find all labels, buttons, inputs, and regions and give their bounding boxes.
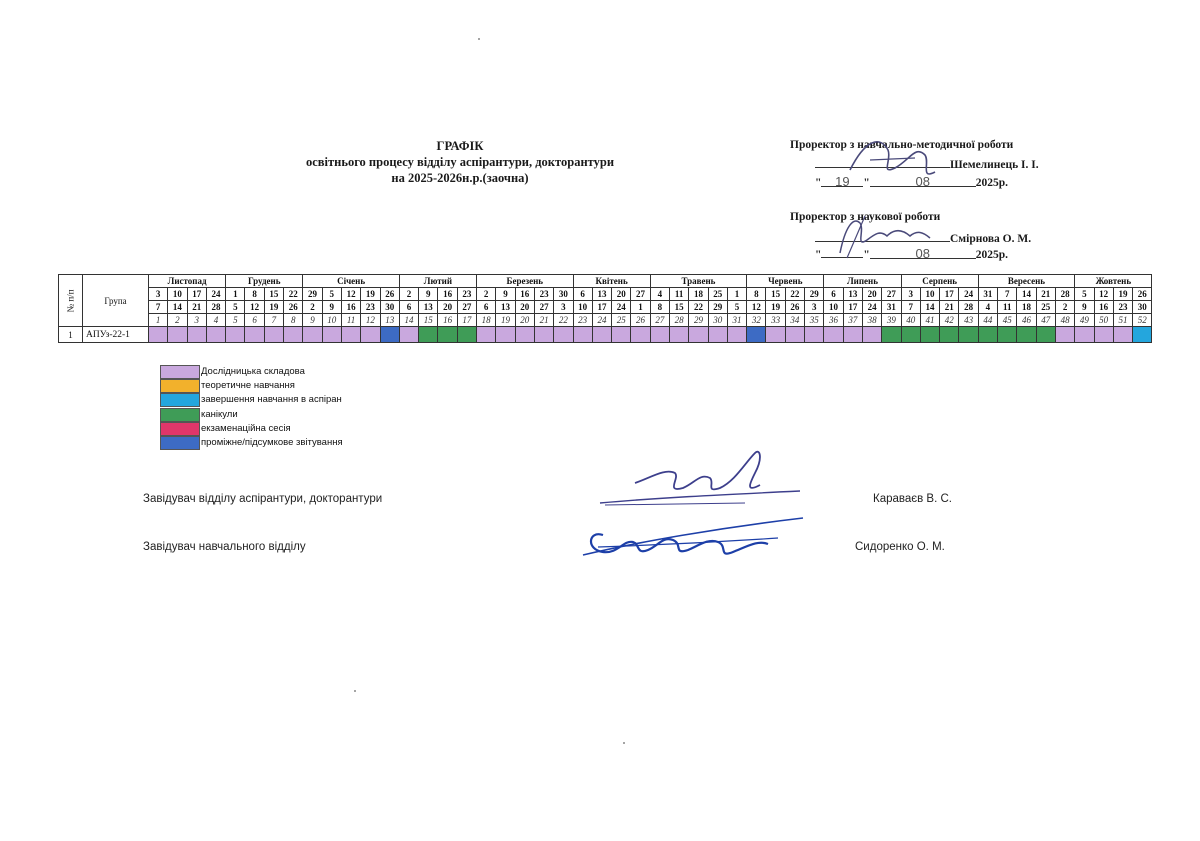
- week-cell-research: [226, 327, 245, 343]
- week-cell-research: [341, 327, 360, 343]
- week-start-day: 5: [322, 288, 341, 301]
- week-end-day: 19: [766, 301, 785, 314]
- week-start-day: 27: [631, 288, 650, 301]
- week-cell-research: [766, 327, 785, 343]
- week-cell-research: [805, 327, 824, 343]
- week-number: 13: [380, 314, 399, 327]
- week-number: 5: [226, 314, 245, 327]
- week-start-day: 24: [959, 288, 978, 301]
- week-start-day: 7: [998, 288, 1017, 301]
- week-number: 51: [1113, 314, 1132, 327]
- week-number: 14: [399, 314, 418, 327]
- week-end-day: 20: [515, 301, 534, 314]
- week-number: 39: [882, 314, 901, 327]
- approval-name: Шемелинець І. І.: [950, 159, 1039, 171]
- week-cell-holiday: [419, 327, 438, 343]
- week-end-day: 6: [477, 301, 496, 314]
- week-cell-completion: [1133, 327, 1152, 343]
- week-end-day: 17: [592, 301, 611, 314]
- week-number: 8: [284, 314, 303, 327]
- week-number: 34: [785, 314, 804, 327]
- week-number: 47: [1036, 314, 1055, 327]
- week-end-day: 2: [303, 301, 322, 314]
- week-cell-research: [554, 327, 573, 343]
- document-title: [250, 138, 670, 186]
- week-number: 18: [477, 314, 496, 327]
- week-number: 27: [650, 314, 669, 327]
- legend-swatch: [160, 436, 200, 450]
- approval-name: Смірнова О. М.: [950, 233, 1032, 245]
- week-start-day: 24: [206, 288, 225, 301]
- approval-date: " 19 " 08 2025р.: [815, 174, 1009, 189]
- week-start-day: 14: [1017, 288, 1036, 301]
- week-start-day: 6: [573, 288, 592, 301]
- week-number: 31: [727, 314, 746, 327]
- signatory-position: Завідувач навчального відділу: [143, 541, 306, 553]
- week-start-day: 12: [341, 288, 360, 301]
- week-end-day: 28: [206, 301, 225, 314]
- legend-label: екзаменаційна сесія: [201, 422, 291, 434]
- week-number: 36: [824, 314, 843, 327]
- week-end-day: 16: [341, 301, 360, 314]
- week-number: 6: [245, 314, 264, 327]
- week-cell-research: [1075, 327, 1094, 343]
- week-end-day: 18: [1017, 301, 1036, 314]
- week-end-day: 21: [940, 301, 959, 314]
- week-start-day: 23: [457, 288, 476, 301]
- week-number: 16: [438, 314, 457, 327]
- week-number: 11: [341, 314, 360, 327]
- week-start-day: 9: [496, 288, 515, 301]
- week-end-day: 2: [1055, 301, 1074, 314]
- week-end-day: 13: [419, 301, 438, 314]
- week-end-day: 12: [245, 301, 264, 314]
- signatory-name: Караваєв В. С.: [873, 493, 952, 505]
- month-header: Січень: [303, 275, 399, 288]
- week-end-day: 5: [727, 301, 746, 314]
- legend-swatch: [160, 393, 200, 407]
- week-cell-research: [708, 327, 727, 343]
- week-end-day: 5: [226, 301, 245, 314]
- week-end-day: 3: [805, 301, 824, 314]
- week-start-day: 20: [612, 288, 631, 301]
- table-row: [59, 327, 1152, 343]
- week-start-day: 1: [226, 288, 245, 301]
- week-number: 35: [805, 314, 824, 327]
- scan-speck: [354, 690, 356, 692]
- week-number: 19: [496, 314, 515, 327]
- week-start-day: 3: [148, 288, 167, 301]
- week-start-day: 6: [824, 288, 843, 301]
- week-cell-holiday: [1017, 327, 1036, 343]
- row-index: 1: [59, 327, 83, 343]
- week-cell-research: [1113, 327, 1132, 343]
- week-start-day: 12: [1094, 288, 1113, 301]
- week-end-day: 27: [534, 301, 553, 314]
- approval-signature-1: [840, 130, 950, 190]
- week-end-day: 10: [573, 301, 592, 314]
- week-cell-research: [631, 327, 650, 343]
- approval-date-month: 08: [870, 174, 976, 187]
- week-start-day: 2: [399, 288, 418, 301]
- index-header-label: № п/п: [65, 289, 76, 312]
- week-cell-research: [573, 327, 592, 343]
- week-start-day: 23: [534, 288, 553, 301]
- week-number: 45: [998, 314, 1017, 327]
- week-cell-holiday: [901, 327, 920, 343]
- legend-swatch: [160, 408, 200, 422]
- week-start-day: 22: [284, 288, 303, 301]
- week-cell-research: [843, 327, 862, 343]
- week-end-day: 23: [361, 301, 380, 314]
- week-cell-research: [264, 327, 283, 343]
- week-end-day: 19: [264, 301, 283, 314]
- week-number: 3: [187, 314, 206, 327]
- week-cell-research: [477, 327, 496, 343]
- week-cell-research: [245, 327, 264, 343]
- approval-year: 2025р.: [975, 177, 1009, 189]
- week-cell-holiday: [959, 327, 978, 343]
- week-end-day: 1: [631, 301, 650, 314]
- week-number: 46: [1017, 314, 1036, 327]
- week-end-day: 26: [785, 301, 804, 314]
- month-header: Квітень: [573, 275, 650, 288]
- week-cell-holiday: [940, 327, 959, 343]
- legend-label: Дослідницька складова: [201, 366, 305, 377]
- week-start-day: 10: [168, 288, 187, 301]
- week-cell-research: [206, 327, 225, 343]
- week-cell-research: [496, 327, 515, 343]
- month-header: Серпень: [901, 275, 978, 288]
- week-cell-research: [670, 327, 689, 343]
- week-end-day: 4: [978, 301, 997, 314]
- week-cell-research: [824, 327, 843, 343]
- week-start-day: 28: [1055, 288, 1074, 301]
- week-cell-research: [534, 327, 553, 343]
- week-end-day: 14: [168, 301, 187, 314]
- week-end-day: 24: [862, 301, 881, 314]
- legend-label: теоретичне навчання: [201, 380, 295, 392]
- scan-speck: [478, 38, 480, 40]
- month-header: Липень: [824, 275, 901, 288]
- legend-swatch: [160, 379, 200, 393]
- week-start-day: 17: [940, 288, 959, 301]
- week-start-day: 8: [747, 288, 766, 301]
- month-header: Березень: [477, 275, 573, 288]
- week-start-day: 29: [805, 288, 824, 301]
- handwritten-signature-2: [578, 500, 808, 570]
- title-line-1: ГРАФІК: [436, 139, 484, 153]
- week-start-day: 16: [438, 288, 457, 301]
- week-cell-research: [187, 327, 206, 343]
- week-end-day: 6: [399, 301, 418, 314]
- month-header: Лютий: [399, 275, 476, 288]
- approval-date-day: 19: [821, 174, 863, 187]
- title-line-3: на 2025-2026н.р.(заочна): [391, 171, 529, 185]
- month-header: Червень: [747, 275, 824, 288]
- week-cell-research: [303, 327, 322, 343]
- week-cell-research: [689, 327, 708, 343]
- week-start-day: 11: [670, 288, 689, 301]
- week-end-day: 20: [438, 301, 457, 314]
- week-number: 38: [862, 314, 881, 327]
- week-number: 37: [843, 314, 862, 327]
- week-number: 33: [766, 314, 785, 327]
- week-start-day: 22: [785, 288, 804, 301]
- week-number: 25: [612, 314, 631, 327]
- week-cell-holiday: [457, 327, 476, 343]
- week-number: 43: [959, 314, 978, 327]
- week-end-day: 11: [998, 301, 1017, 314]
- week-start-day: 26: [380, 288, 399, 301]
- week-start-day: 31: [978, 288, 997, 301]
- index-header: [59, 275, 83, 327]
- week-number: 21: [534, 314, 553, 327]
- week-start-day: 15: [264, 288, 283, 301]
- week-cell-research: [361, 327, 380, 343]
- week-number: 22: [554, 314, 573, 327]
- week-cell-research: [727, 327, 746, 343]
- week-start-day: 1: [727, 288, 746, 301]
- week-number: 52: [1133, 314, 1152, 327]
- week-cell-research: [322, 327, 341, 343]
- week-cell-research: [1094, 327, 1113, 343]
- week-end-day: 14: [920, 301, 939, 314]
- month-header: Жовтень: [1075, 275, 1152, 288]
- week-cell-holiday: [998, 327, 1017, 343]
- week-cell-research: [612, 327, 631, 343]
- week-cell-research: [650, 327, 669, 343]
- approval-position: Проректор з наукової роботи: [790, 211, 941, 223]
- week-number: 50: [1094, 314, 1113, 327]
- week-cell-report: [380, 327, 399, 343]
- approval-year: 2025р.: [975, 249, 1009, 261]
- signatory-name: Сидоренко О. М.: [855, 541, 945, 553]
- week-end-day: 28: [959, 301, 978, 314]
- week-end-day: 29: [708, 301, 727, 314]
- week-number: 9: [303, 314, 322, 327]
- week-number: 41: [920, 314, 939, 327]
- title-line-2: освітнього процесу відділу аспірантури, докторантури: [305, 155, 615, 169]
- week-cell-research: [399, 327, 418, 343]
- week-end-day: 21: [187, 301, 206, 314]
- approval-date: " " 08 2025р.: [815, 246, 1009, 261]
- week-number: 28: [670, 314, 689, 327]
- week-end-day: 24: [612, 301, 631, 314]
- week-cell-holiday: [438, 327, 457, 343]
- week-start-day: 9: [419, 288, 438, 301]
- week-start-day: 26: [1133, 288, 1152, 301]
- week-start-day: 16: [515, 288, 534, 301]
- week-number: 32: [747, 314, 766, 327]
- schedule-table: [58, 274, 1152, 343]
- week-cell-research: [1055, 327, 1074, 343]
- row-group-name: АПУз-22-1: [82, 327, 148, 343]
- week-start-day: 4: [650, 288, 669, 301]
- week-start-day: 19: [1113, 288, 1132, 301]
- week-end-day: 10: [824, 301, 843, 314]
- legend-swatch: [160, 365, 200, 379]
- week-end-day: 22: [689, 301, 708, 314]
- week-end-day: 16: [1094, 301, 1113, 314]
- week-number: 48: [1055, 314, 1074, 327]
- month-header: Грудень: [226, 275, 303, 288]
- week-end-day: 30: [1133, 301, 1152, 314]
- signatory-position: Завідувач відділу аспірантури, докторантури: [143, 493, 383, 505]
- week-number: 44: [978, 314, 997, 327]
- week-end-day: 9: [322, 301, 341, 314]
- week-cell-research: [284, 327, 303, 343]
- legend-swatch: [160, 422, 200, 436]
- week-end-day: 8: [650, 301, 669, 314]
- week-cell-research: [168, 327, 187, 343]
- week-cell-holiday: [1036, 327, 1055, 343]
- week-end-day: 15: [670, 301, 689, 314]
- week-end-day: 23: [1113, 301, 1132, 314]
- week-number: 42: [940, 314, 959, 327]
- week-cell-research: [862, 327, 881, 343]
- week-end-day: 3: [554, 301, 573, 314]
- week-end-day: 31: [882, 301, 901, 314]
- week-start-day: 10: [920, 288, 939, 301]
- week-end-day: 17: [843, 301, 862, 314]
- group-header: Група: [82, 275, 148, 327]
- week-cell-research: [148, 327, 167, 343]
- week-start-day: 21: [1036, 288, 1055, 301]
- legend-label: канікули: [201, 408, 238, 420]
- week-cell-holiday: [920, 327, 939, 343]
- week-start-day: 19: [361, 288, 380, 301]
- week-start-day: 18: [689, 288, 708, 301]
- week-end-day: 25: [1036, 301, 1055, 314]
- week-end-day: 13: [496, 301, 515, 314]
- week-start-day: 27: [882, 288, 901, 301]
- week-end-day: 9: [1075, 301, 1094, 314]
- week-start-day: 29: [303, 288, 322, 301]
- week-start-day: 5: [1075, 288, 1094, 301]
- month-header: Травень: [650, 275, 746, 288]
- week-end-day: 26: [284, 301, 303, 314]
- week-number: 2: [168, 314, 187, 327]
- legend-label: проміжне/підсумкове звітування: [201, 437, 343, 448]
- approval-signature-2: [825, 208, 945, 263]
- week-number: 29: [689, 314, 708, 327]
- week-number: 30: [708, 314, 727, 327]
- week-start-day: 13: [592, 288, 611, 301]
- week-number: 1: [148, 314, 167, 327]
- week-number: 15: [419, 314, 438, 327]
- week-start-day: 20: [862, 288, 881, 301]
- week-number: 26: [631, 314, 650, 327]
- week-number: 12: [361, 314, 380, 327]
- week-end-day: 7: [901, 301, 920, 314]
- week-end-day: 30: [380, 301, 399, 314]
- week-start-day: 15: [766, 288, 785, 301]
- week-start-day: 25: [708, 288, 727, 301]
- week-cell-holiday: [978, 327, 997, 343]
- month-header: Листопад: [148, 275, 225, 288]
- week-cell-research: [592, 327, 611, 343]
- week-end-day: 7: [148, 301, 167, 314]
- week-cell-holiday: [882, 327, 901, 343]
- legend-label: завершення навчання в аспіран: [201, 394, 342, 406]
- month-header: Вересень: [978, 275, 1074, 288]
- approval-position: Проректор з навчально-методичної роботи: [790, 139, 1014, 151]
- week-cell-research: [515, 327, 534, 343]
- week-start-day: 30: [554, 288, 573, 301]
- week-number: 23: [573, 314, 592, 327]
- week-number: 7: [264, 314, 283, 327]
- week-number: 20: [515, 314, 534, 327]
- week-number: 4: [206, 314, 225, 327]
- week-cell-research: [785, 327, 804, 343]
- week-number: 49: [1075, 314, 1094, 327]
- week-number: 17: [457, 314, 476, 327]
- approval-date-month: 08: [870, 246, 976, 259]
- week-end-day: 12: [747, 301, 766, 314]
- week-start-day: 3: [901, 288, 920, 301]
- week-number: 24: [592, 314, 611, 327]
- scan-speck: [623, 742, 625, 744]
- week-number: 40: [901, 314, 920, 327]
- week-cell-report: [747, 327, 766, 343]
- week-start-day: 8: [245, 288, 264, 301]
- week-start-day: 2: [477, 288, 496, 301]
- week-start-day: 17: [187, 288, 206, 301]
- week-end-day: 27: [457, 301, 476, 314]
- week-start-day: 13: [843, 288, 862, 301]
- week-number: 10: [322, 314, 341, 327]
